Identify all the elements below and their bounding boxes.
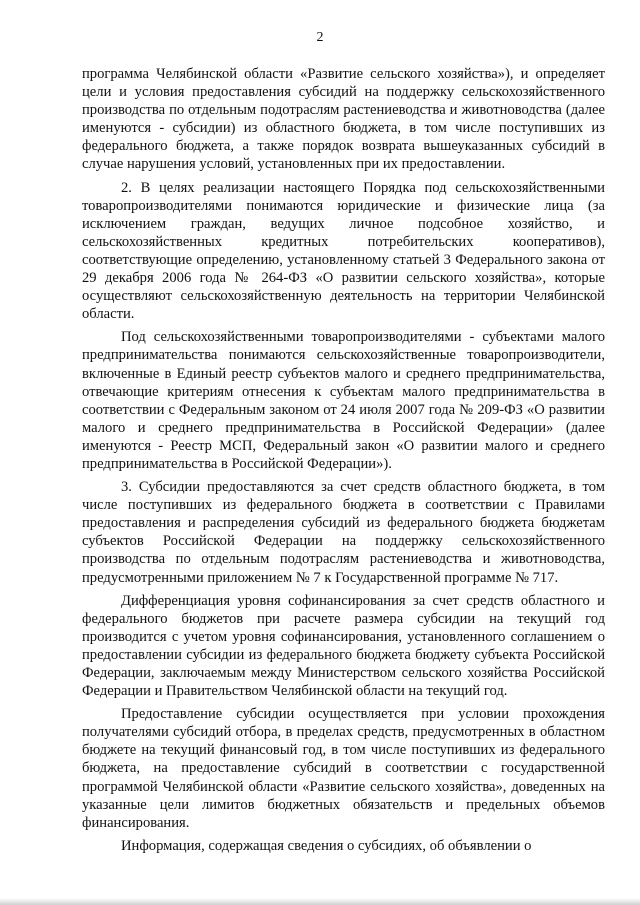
paragraph-cofinancing: Дифференциация уровня софинансирования за счет средств областного и федерального бюджетов при расчете размера субсидии на текущий год производится с учетом уровня софинансирования, установленного соглашением о предоставлении субсидии из федерального бюджета бюджету субъекта Российской Федерации, заключаемым между Министерством сельского хозяйства Российской Федерации и Правительством Челябинской области на текущий год.	[82, 592, 605, 700]
paragraph-subsidy-conditions: Предоставление субсидии осуществляется при условии прохождения получателями субсидий отбора, в пределах средств, предусмотренных в областном бюджете на текущий финансовый год, в том числе поступивших из федерального бюджета, на предоставление субсидий в соответствии с государственной программой Челябинской области «Развитие сельского хозяйства», доведенных на указанные цели лимитов бюджетных обязательств и предельных объемов финансирования.	[82, 706, 605, 831]
paragraph-small-business: Под сельскохозяйственными товаропроизводителями - субъектами малого предпринимательства понимаются сельскохозяйственные товаропроизводители, включенные в Единый реестр субъектов малого и среднего предпринимательства, отвечающие критериям отнесения к субъектам малого предпринимательства в соответствии с Федеральным законом от 24 июля 2007 года № 209-ФЗ «О развитии малого и среднего предпринимательства в Российской Федерации» (далее именуются - Реестр МСП, Федеральный закон «О развитии малого и среднего предпринимательства в Российской Федерации»).	[82, 329, 605, 472]
paragraph-item-2: 2. В целях реализации настоящего Порядка под сельскохозяйственными товаропроизводителями понимаются юридические и физические лица (за исключением граждан, ведущих личное подсобное хозяйство, и сельскохозяйственных кредитных потребительских кооперативов), соответствующие определению, установленному статьей 3 Федерального закона от 29 декабря 2006 года № 264-ФЗ «О развитии сельского хозяйства», которые осуществляют сельскохозяйственную деятельность на территории Челябинской области.	[82, 179, 605, 323]
paragraph-item-3: 3. Субсидии предоставляются за счет средств областного бюджета, в том числе поступивших из федерального бюджета в соответствии с Правилами предоставления и распределения субсидий из федерального бюджета бюджетам субъектов Российской Федерации на поддержку сельскохозяйственного производства по отдельным подотраслям растениеводства и животноводства, предусмотренными приложением № 7 к Государственной программе № 717.	[82, 479, 605, 586]
page-number: 2	[316, 30, 324, 45]
scan-bottom-edge	[0, 898, 640, 905]
document-body	[82, 65, 605, 855]
paragraph-information: Информация, содержащая сведения о субсидиях, об объявлении о	[121, 837, 532, 854]
paragraph-continuation: программа Челябинской области «Развитие сельского хозяйства»), и определяет цели и условия предоставления субсидий на поддержку сельскохозяйственного производства по отдельным подотраслям растениеводства и животноводства (далее именуются - субсидии) из областного бюджета, в том числе поступивших из федерального бюджета, а также порядок возврата вышеуказанных субсидий в случае нарушения условий, установленных при их предоставлении.	[82, 66, 605, 173]
